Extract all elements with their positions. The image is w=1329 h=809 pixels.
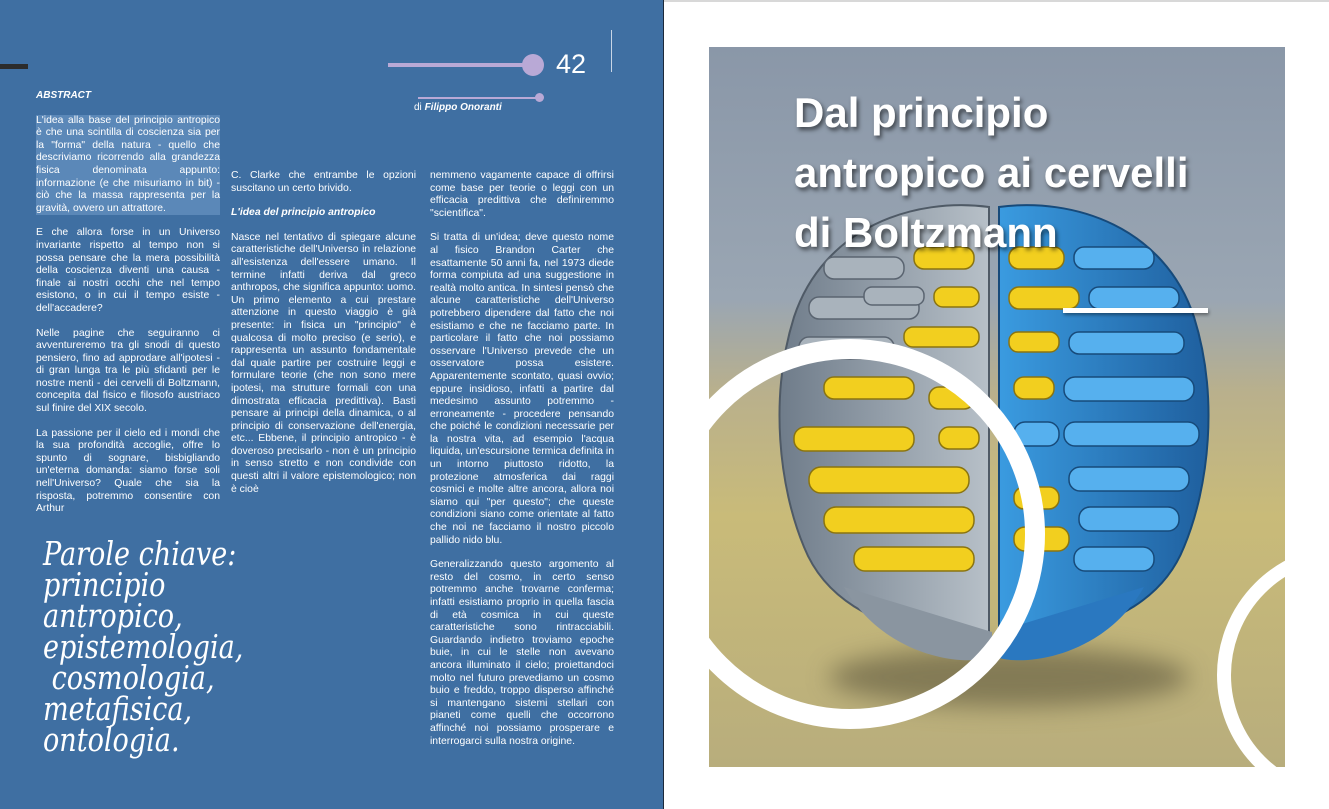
author-byline xyxy=(414,102,502,113)
keywords-line: epistemologia, xyxy=(43,627,244,666)
title-underline xyxy=(1063,308,1208,313)
section-subtitle: L'idea del principio antropico xyxy=(231,207,376,219)
paragraph: C. Clarke che entrambe le opzioni suscitano un certo brivido. xyxy=(231,170,416,194)
keywords-line: principio xyxy=(43,565,166,604)
right-page xyxy=(664,0,1329,809)
paragraph: Nelle pagine che seguiranno ci avventureremo tra gli snodi di questo pensiero, fino ad approdare all'ipotesi - di gran lunga tra le più sfidanti per le nostre menti - dei cervelli di Boltzmann, concepita dal fisico e filosofo austriaco sul finire del XIX secolo. xyxy=(36,327,220,415)
paragraph: E che allora forse in un Universo invariante rispetto al tempo non si possa pensare che la mera possibilità della coscienza diventi una causa - finale ai nostri occhi che nel tempo esistono, o in cui il tempo esiste - dell'accadere? xyxy=(36,227,220,314)
paragraph: Nasce nel tentativo di spiegare alcune caratteristiche dell'Universo in relazione all'esistenza dell'essere umano. Il termine infatti deriva dal greco anthropos, che significa appunto: uomo. Un primo elemento a cui prestare attenzione in questo viaggio è già presente: in fisica un "principio" è qualcosa di molto preciso (e serio), e rappresenta un assunto fondamentale dal quale partire per costruire leggi e formulare teorie (che non sono mere ipotesi, ma strutture formali con una dimostrata efficacia predittiva). Basti pensare ai principi della dinamica, o al principio di conservazione dell'energia, etc... Ebbene, il principio antropico - è doveroso precisarlo - non è un principio in senso stretto e non condivide con questi altri il valore epistemologico; non è cioè xyxy=(231,231,416,495)
keywords-line: metafisica, xyxy=(43,689,193,728)
author-dot xyxy=(535,93,544,102)
paragraph: Si tratta di un'idea; deve questo nome al fisico Brandon Carter che esattamente 50 anni fa, nel 1973 diede forma compiuta ad una suggestione in realtà molto antica. In sintesi pensò che alcune caratteristiche dell'Universo potrebbero dipendere dal fatto che noi esistiamo e che ne facciamo parte. In particolare il fatto che noi possiamo osservare l'Universo prevede che un osservatore possa esistere. Apparentemente scontato, quasi ovvio; eppure insidioso, infatti a partire dal medesimo assunto potremmo - erroneamente - procedere pensando che poiché le condizioni necessarie per la nostra vita, ad esempio l'acqua liquida, un'escursione termica definita in un intorno piuttosto ridotto, la protezione atmosferica dai raggi cosmici e molte altre ancora, allora noi siamo qui "per questo"; che queste condizioni siano come orientate al fatto che noi ne facciamo il nostro piccolo pallido nido blu. xyxy=(430,232,614,546)
keywords-line: Parole chiave: xyxy=(43,534,237,573)
article-title xyxy=(794,83,1285,263)
abstract-text: L'idea alla base del principio antropico è che una scintilla di coscienza sia per la "forma" della natura - quello che descriviamo ricorrendo alla grandezza fisica denominata appunto: informazione (e che misuriamo in bit) - ciò che la massa rappresenta per la gravità, ovvero un attrattore. xyxy=(36,114,220,214)
title-line: antropico ai cervelli xyxy=(794,149,1189,196)
page-number-dot xyxy=(522,54,544,76)
page-number-line xyxy=(388,63,528,67)
keywords-block xyxy=(43,534,305,759)
text-column-3 xyxy=(430,170,614,760)
abstract-title: ABSTRACT xyxy=(36,90,91,101)
page-divider-line xyxy=(611,30,612,72)
author-line xyxy=(418,97,538,99)
left-page xyxy=(0,0,664,809)
decorative-dash xyxy=(0,64,28,69)
keywords-line: cosmologia, xyxy=(43,658,215,697)
keywords-line: ontologia. xyxy=(43,720,180,759)
paragraph: La passione per il cielo ed i mondi che la sua profondità accoglie, offre lo spunto di sognare, bisbigliando un'eterna domanda: siamo forse soli nell'Universo? Quale che sia la risposta, potremmo consentire con Arthur xyxy=(36,427,220,515)
author-name: Filippo Onoranti xyxy=(424,102,502,113)
text-column-2 xyxy=(231,170,416,508)
paragraph: Generalizzando questo argomento al resto del cosmo, in certo senso potremmo anche trovarne conferma; infatti esistiamo proprio in quella fascia di età cosmica in cui queste caratteristiche sono rintracciabili. Guardando indietro troviamo epoche buie, in cui le stelle non avevano ancora illuminato il cielo; proiettandoci molto nel futuro prevediamo un cosmo buio e freddo, troppo disperso affinché si mantengano sistemi stellari con pianeti come quelli che occorrono affinché noi possiamo prosperare e interrogarci sulla nostra origine. xyxy=(430,559,614,747)
author-prefix: di xyxy=(414,102,422,113)
page-number: 42 xyxy=(556,49,587,79)
paragraph: nemmeno vagamente capace di offrirsi come base per teorie o leggi con un efficacia predittiva che definiremmo "scientifica". xyxy=(430,170,614,219)
text-column-1 xyxy=(36,90,220,528)
title-line: Dal principio xyxy=(794,89,1049,136)
top-border xyxy=(664,0,1329,2)
keywords-line: antropico, xyxy=(43,596,183,635)
hero-image xyxy=(709,47,1285,767)
title-line: di Boltzmann xyxy=(794,209,1058,256)
